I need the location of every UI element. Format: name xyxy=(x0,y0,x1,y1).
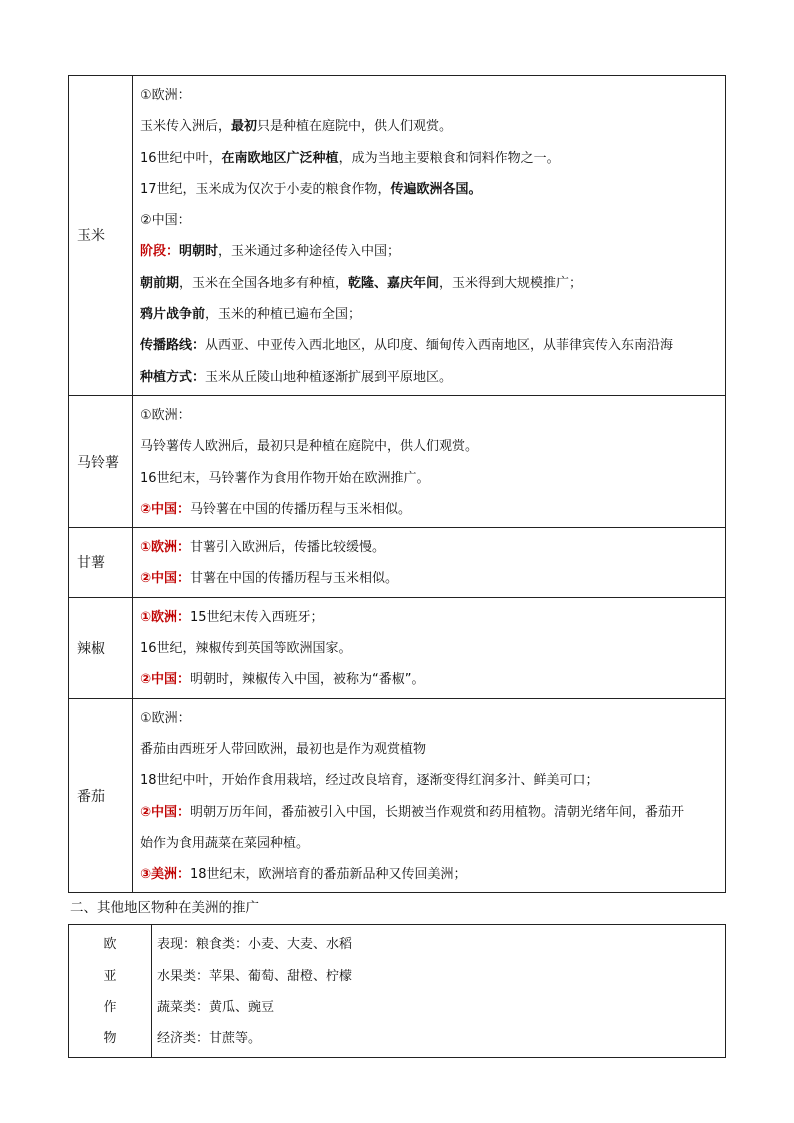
table-row-sweet-potato xyxy=(69,528,726,598)
text-line: ②中国：明朝时，辣椒传入中国，被称为“番椒”。 xyxy=(140,672,425,688)
text-line: 朝前期，玉米在全国各地多有种植，乾隆、嘉庆年间，玉米得到大规模推广； xyxy=(140,275,583,291)
row-content-tomato xyxy=(133,698,726,893)
text-line: ①欧洲：甘薯引入欧洲后，传播比较缓慢。 xyxy=(140,540,386,556)
text-line: 16世纪，辣椒传到英国等欧洲国家。 xyxy=(140,641,352,657)
text-line: 始作为食用蔬菜在菜园种植。 xyxy=(140,835,310,851)
text-line: ①欧洲：15世纪末传入西班牙； xyxy=(140,609,324,625)
text-line: 蔬菜类：黄瓜、豌豆 xyxy=(157,1000,275,1016)
text-line: ③美洲：18世纪末，欧洲培育的番茄新品种又传回美洲； xyxy=(140,867,467,883)
document-page xyxy=(68,75,726,1058)
text-line: 17世纪，玉米成为仅次于小麦的粮食作物，传遍欧洲各国。 xyxy=(140,181,482,197)
eurasian-crops-table xyxy=(68,924,726,1057)
row-label-tomato: 番茄 xyxy=(69,698,133,893)
section-heading: 二、其他地区物种在美洲的推广 xyxy=(70,900,259,917)
table-row-eurasian-crops xyxy=(69,925,726,1057)
table-row-tomato xyxy=(69,698,726,893)
text-line: 鸦片战争前，玉米的种植已遍布全国； xyxy=(140,307,362,323)
label-char: 欧 xyxy=(103,937,117,953)
crop-spread-table xyxy=(68,75,726,893)
text-line: 18世纪中叶，开始作食用栽培，经过改良培育，逐渐变得红润多汁、鲜美可口； xyxy=(140,773,599,789)
row-label-sweet-potato: 甘薯 xyxy=(69,528,133,598)
table-row-chili xyxy=(69,597,726,698)
row-label-eurasian-crops xyxy=(69,925,152,1057)
row-label-potato: 马铃薯 xyxy=(69,395,133,527)
text-line: ①欧洲： xyxy=(140,710,191,726)
text-line: 表现：粮食类：小麦、大麦、水稻 xyxy=(157,937,353,953)
row-content-chili xyxy=(133,597,726,698)
text-line: ②中国：明朝万历年间，番茄被引入中国，长期被当作观赏和药用植物。清朝光绪年间，番茄开 xyxy=(140,804,685,820)
row-content-potato xyxy=(133,395,726,527)
text-line: 玉米传入洲后，最初只是种植在庭院中，供人们观赏。 xyxy=(140,119,453,135)
text-line: ①欧洲： xyxy=(140,407,191,423)
text-line: 传播路线：从西亚、中亚传入西北地区，从印度、缅甸传入西南地区，从菲律宾传入东南沿海 xyxy=(140,338,674,354)
row-label-chili: 辣椒 xyxy=(69,597,133,698)
label-char: 亚 xyxy=(103,968,117,984)
row-content-corn xyxy=(133,76,726,396)
text-line: ②中国： xyxy=(140,213,191,229)
text-line: ①欧洲： xyxy=(140,88,191,103)
text-line: ②中国：甘薯在中国的传播历程与玉米相似。 xyxy=(140,571,399,587)
text-line: 16世纪中叶，在南欧地区广泛种植，成为当地主要粮食和饲料作物之一。 xyxy=(140,150,560,166)
table-row-corn xyxy=(69,76,726,396)
text-line: 16世纪末，马铃薯作为食用作物开始在欧洲推广。 xyxy=(140,470,430,486)
text-line: 阶段：明朝时，玉米通过多种途径传入中国； xyxy=(140,244,401,260)
row-content-sweet-potato xyxy=(133,528,726,598)
row-label-corn: 玉米 xyxy=(69,76,133,396)
text-line: 水果类：苹果、葡萄、甜橙、柠檬 xyxy=(157,968,353,984)
label-char: 作 xyxy=(103,1000,117,1016)
text-line: 马铃薯传人欧洲后，最初只是种植在庭院中，供人们观赏。 xyxy=(140,439,479,455)
table-row-potato xyxy=(69,395,726,527)
text-line: ②中国：马铃薯在中国的传播历程与玉米相似。 xyxy=(140,501,412,517)
text-line: 番茄由西班牙人带回欧洲，最初也是作为观赏植物 xyxy=(140,741,427,757)
row-content-eurasian-crops xyxy=(152,925,726,1057)
text-line: 种植方式：玉米从丘陵山地种植逐渐扩展到平原地区。 xyxy=(140,369,453,385)
label-char: 物 xyxy=(103,1031,117,1047)
text-line: 经济类：甘蔗等。 xyxy=(157,1031,262,1047)
